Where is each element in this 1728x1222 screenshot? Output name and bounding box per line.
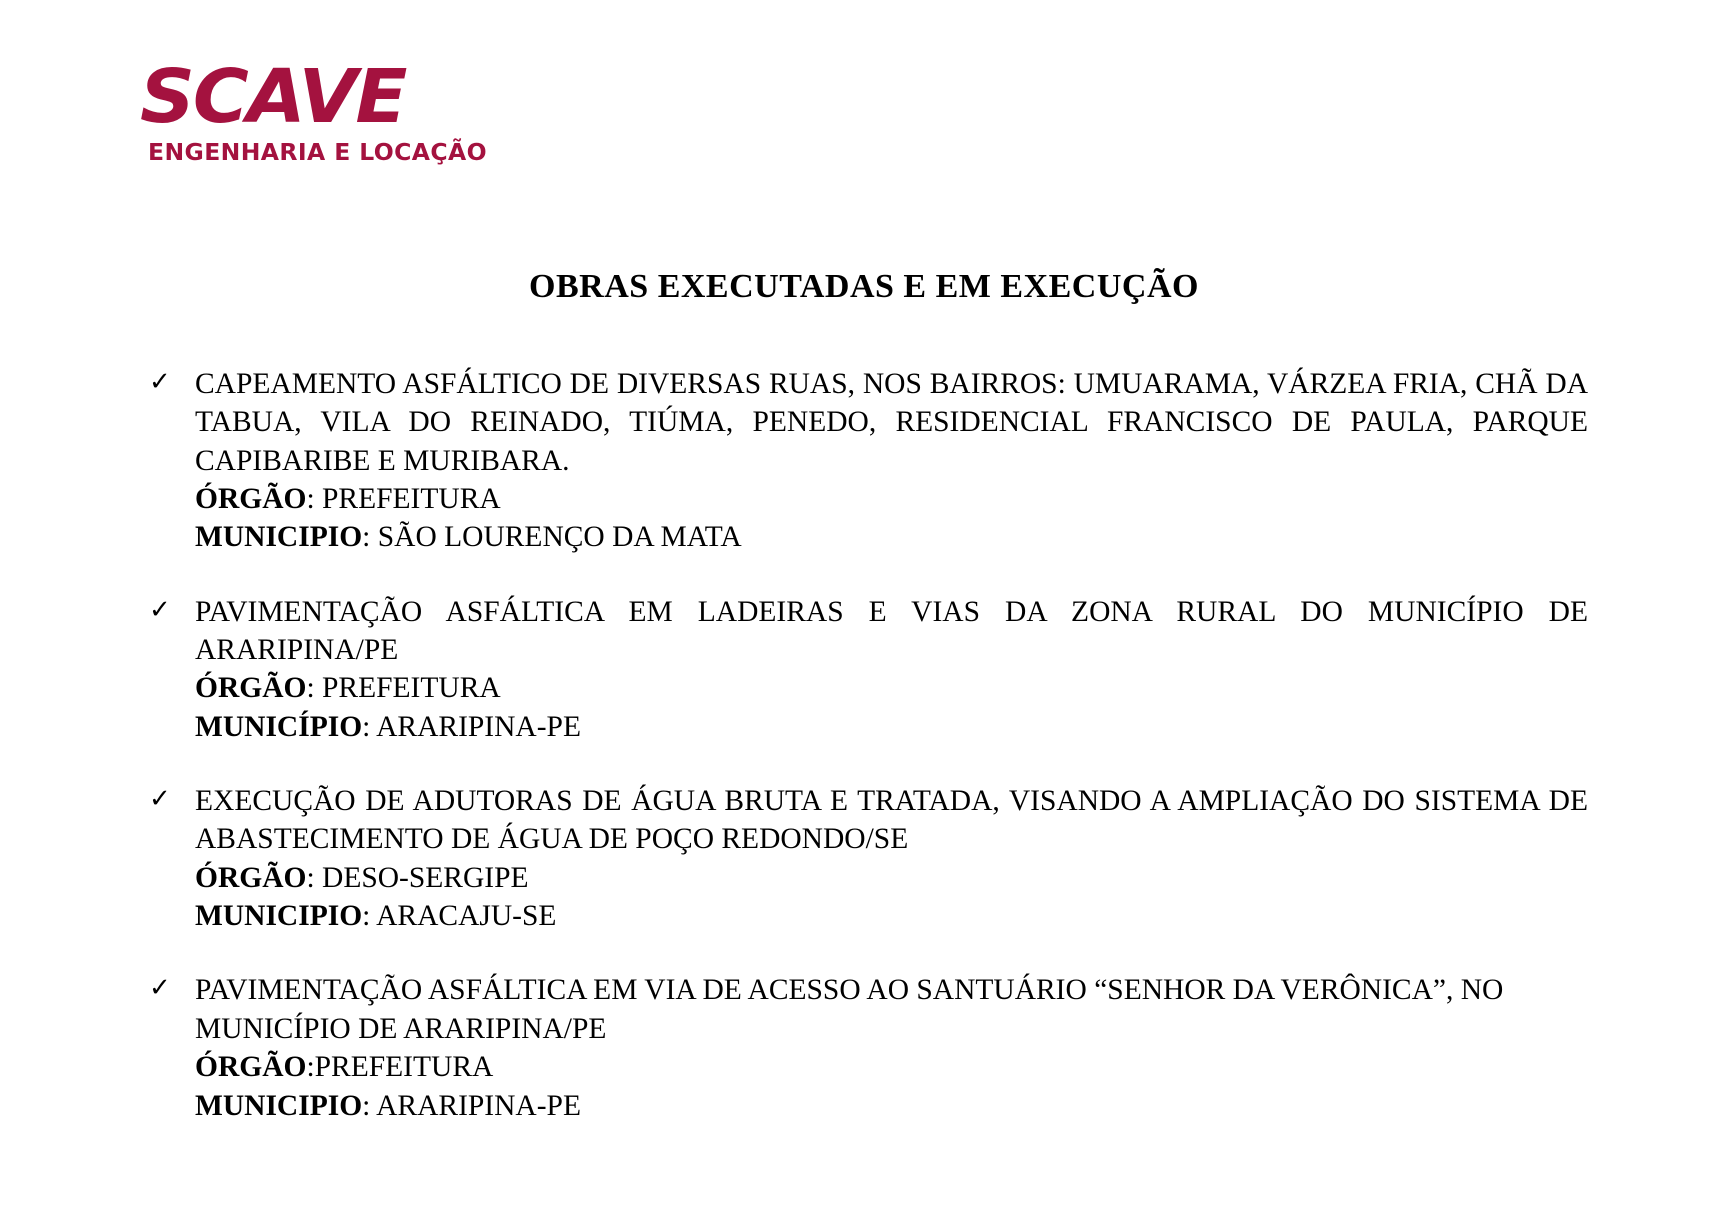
municipio-label: MUNICIPIO <box>195 1089 363 1122</box>
check-icon: ✓ <box>149 594 171 625</box>
municipio-value: : SÃO LOURENÇO DA MATA <box>362 521 742 554</box>
orgao-value: : PREFEITURA <box>306 483 501 516</box>
work-orgao <box>195 1048 1588 1086</box>
works-list <box>143 365 1588 1161</box>
work-description: PAVIMENTAÇÃO ASFÁLTICA EM LADEIRAS E VIAS DA ZONA RURAL DO MUNICÍPIO DE ARARIPINA/PE <box>195 595 1588 667</box>
municipio-value: : ARARIPINA-PE <box>362 1089 581 1122</box>
list-item <box>143 365 1588 557</box>
orgao-label: ÓRGÃO <box>195 1051 307 1084</box>
work-description: CAPEAMENTO ASFÁLTICO DE DIVERSAS RUAS, NOS BAIRROS: UMUARAMA, VÁRZEA FRIA, CHÃ DA TABUA, VILA DO REINADO, TIÚMA, PENEDO, RESIDENCIAL FRANCISCO DE PAULA, PARQUE CAPIBARIBE E MURIBARA. <box>195 368 1588 477</box>
check-icon: ✓ <box>149 973 171 1004</box>
list-item <box>143 971 1588 1124</box>
work-municipio <box>195 518 1588 556</box>
check-icon: ✓ <box>149 367 171 397</box>
company-logo <box>140 54 520 167</box>
work-municipio <box>195 708 1588 746</box>
work-orgao <box>195 480 1588 518</box>
orgao-value: : PREFEITURA <box>306 672 501 705</box>
work-orgao <box>195 669 1588 707</box>
municipio-value: : ARACAJU-SE <box>362 900 557 933</box>
list-item <box>143 593 1588 746</box>
orgao-label: ÓRGÃO <box>195 672 307 705</box>
work-municipio <box>195 897 1588 935</box>
municipio-value: : ARARIPINA-PE <box>362 710 581 743</box>
orgao-label: ÓRGÃO <box>195 483 307 516</box>
work-description: PAVIMENTAÇÃO ASFÁLTICA EM VIA DE ACESSO AO SANTUÁRIO “SENHOR DA VERÔNICA”, NO MUNICÍPIO DE ARARIPINA/PE <box>195 974 1504 1045</box>
page-title: OBRAS EXECUTADAS E EM EXECUÇÃO <box>529 268 1199 305</box>
work-municipio <box>195 1087 1588 1125</box>
list-item <box>143 782 1588 935</box>
logo-wordmark: SCAVE <box>140 54 406 140</box>
work-description: EXECUÇÃO DE ADUTORAS DE ÁGUA BRUTA E TRATADA, VISANDO A AMPLIAÇÃO DO SISTEMA DE ABASTECIMENTO DE ÁGUA DE POÇO REDONDO/SE <box>195 785 1588 856</box>
municipio-label: MUNICÍPIO <box>195 710 363 743</box>
check-icon: ✓ <box>149 784 171 815</box>
work-orgao <box>195 859 1588 897</box>
logo-tagline: ENGENHARIA E LOCAÇÃO <box>148 138 487 167</box>
municipio-label: MUNICIPIO <box>195 521 363 554</box>
orgao-value: :PREFEITURA <box>306 1051 494 1084</box>
orgao-label: ÓRGÃO <box>195 861 307 894</box>
orgao-value: : DESO-SERGIPE <box>306 861 529 894</box>
municipio-label: MUNICIPIO <box>195 900 363 933</box>
